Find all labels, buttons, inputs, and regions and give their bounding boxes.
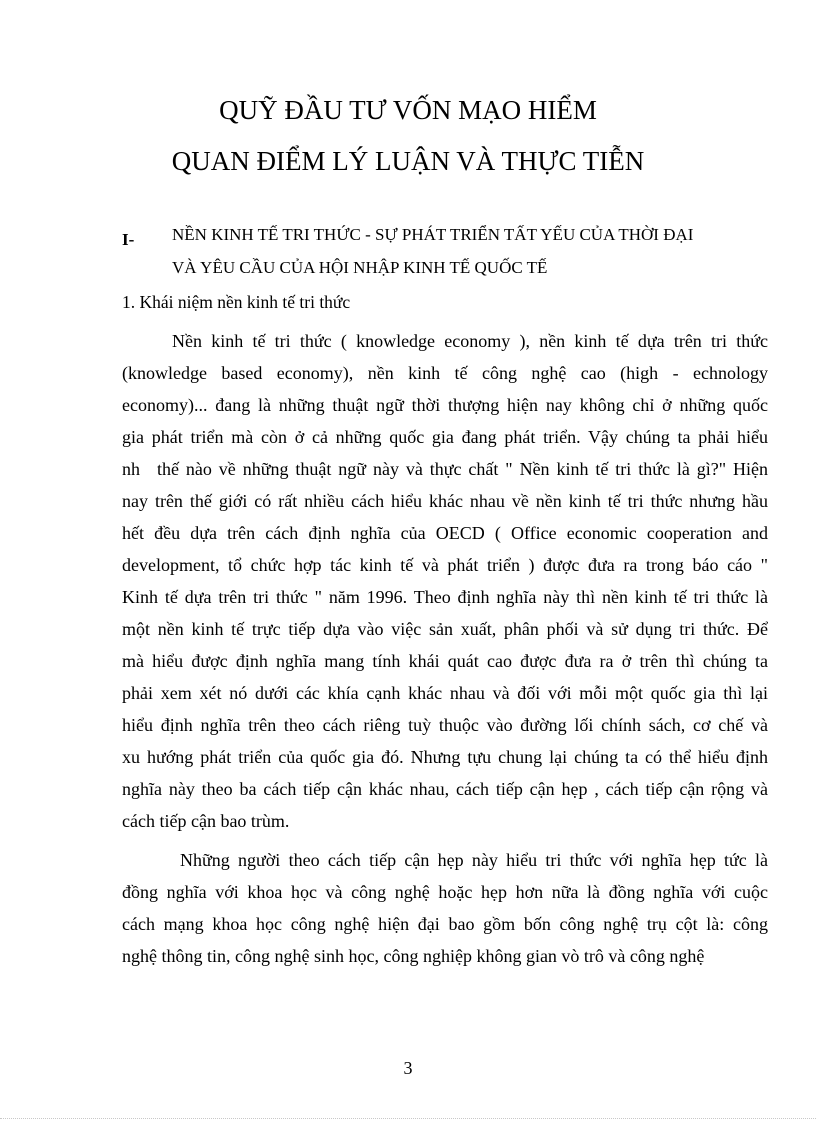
stray-text-fragment: nh <box>122 459 140 479</box>
paragraph1-line: cách tiếp cận bao trùm. <box>122 811 290 831</box>
paragraph1-line: xu hướng phát triển của quốc gia đó. Nhưng tựu chung lại chúng ta có thể hiểu định <box>122 747 768 767</box>
section-heading-line2: VÀ YÊU CẦU CỦA HỘI NHẬP KINH TẾ QUỐC TẾ <box>172 258 548 277</box>
paragraph1-line: nghĩa này theo ba cách tiếp cận khác nhau, cách tiếp cận hẹp , cách tiếp cận rộng và <box>122 779 768 799</box>
paragraph1-line: economy)... đang là những thuật ngữ thời thượng hiện nay không chỉ ở những quốc <box>122 395 768 415</box>
document-title-line2: QUAN ĐIỂM LÝ LUẬN VÀ THỰC TIỄN <box>171 146 645 176</box>
paragraph1-line: gia phát triển mà còn ở cả những quốc gia đang phát triển. Vậy chúng ta phải hiểu <box>122 427 768 447</box>
paragraph1-line: development, tổ chức hợp tác kinh tế và phát triển ) được đưa ra trong báo cáo " <box>122 555 768 575</box>
page-bottom-divider <box>0 1118 816 1119</box>
document-title-line1: QUỸ ĐẦU TƯ VỐN MẠO HIỂM <box>219 95 597 125</box>
section-number: I- <box>122 230 135 249</box>
paragraph2-line: đồng nghĩa với khoa học và công nghệ hoặc hẹp hơn nữa là đồng nghĩa với cuộc <box>122 882 768 902</box>
paragraph2-line: nghệ thông tin, công nghệ sinh học, công nghiệp không gian vò trô và công nghệ <box>122 946 705 966</box>
page-number: 3 <box>403 1058 413 1078</box>
paragraph1-line: mà hiểu được định nghĩa mang tính khái quát cao được đưa ra ở trên thì chúng ta <box>122 651 768 671</box>
paragraph1-line: Nền kinh tế tri thức ( knowledge economy ), nền kinh tế dựa trên tri thức <box>172 331 768 351</box>
paragraph1-line: Kinh tế dựa trên tri thức " năm 1996. Theo định nghĩa này thì nền kinh tế tri thức là <box>122 587 768 607</box>
paragraph1-line: một nền kinh tế trực tiếp dựa vào việc sản xuất, phân phối và sử dụng tri thức. Để <box>122 619 768 639</box>
paragraph1-line: thế nào về những thuật ngữ này và thực chất " Nền kinh tế tri thức là gì?" Hiện <box>157 459 768 479</box>
paragraph1-line: hết đều dựa trên cách định nghĩa của OECD ( Office economic cooperation and <box>122 523 768 543</box>
paragraph2-line: cách mạng khoa học công nghệ hiện đại bao gồm bốn công nghệ trụ cột là: công <box>122 914 768 934</box>
paragraph2-line: Những người theo cách tiếp cận hẹp này hiểu tri thức với nghĩa hẹp tức là <box>180 850 768 870</box>
paragraph1-line: nay trên thế giới có rất nhiều cách hiểu khác nhau về nền kinh tế tri thức nhưng hầu <box>122 491 768 511</box>
paragraph1-line: hiểu định nghĩa trên theo cách riêng tuỳ thuộc vào đường lối chính sách, cơ chế và <box>122 715 768 735</box>
paragraph1-line: (knowledge based economy), nền kinh tế công nghệ cao (high - echnology <box>122 363 768 383</box>
section-heading-line1: NỀN KINH TẾ TRI THỨC - SỰ PHÁT TRIỂN TẤT YẾU CỦA THỜI ĐẠI <box>172 225 694 244</box>
subsection-heading: 1. Khái niệm nền kinh tế tri thức <box>122 292 351 312</box>
paragraph1-line: phải xem xét nó dưới các khía cạnh khác nhau và đối với mỗi một quốc gia thì lại <box>122 683 768 703</box>
